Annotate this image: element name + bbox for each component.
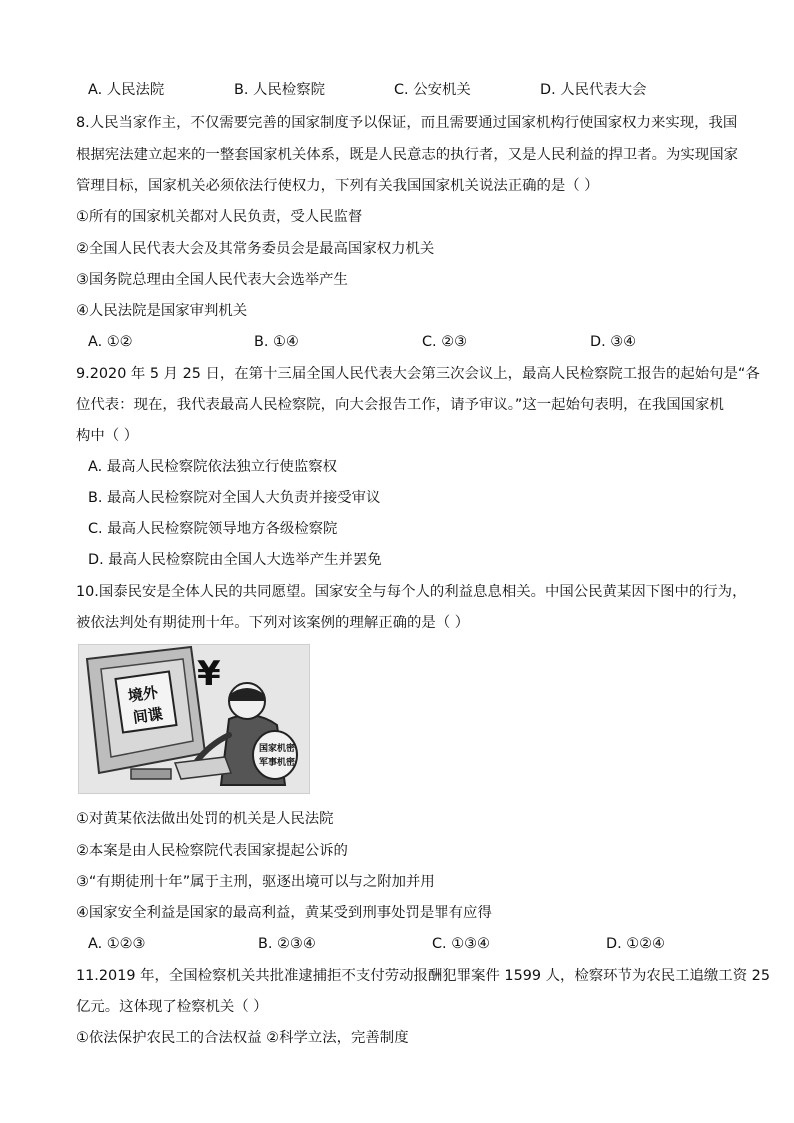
sign-line-2: 间谍 [131, 704, 165, 727]
q8-statement-2: ②全国人民代表大会及其常务委员会是最高国家权力机关 [76, 241, 435, 257]
q7-options [88, 80, 708, 100]
bag-line-2: 军事机密 [259, 758, 296, 768]
q10-stem-line-2: 被依法判处有期徒刑十年。下列对该案例的理解正确的是（ ） [76, 615, 470, 631]
q10-option-d: D. ①②④ [606, 936, 665, 952]
q9-option-d: D. 最高人民检察院由全国人大选举产生并罢免 [88, 552, 382, 568]
q9-option-a: A. 最高人民检察院依法独立行使监察权 [88, 459, 337, 475]
q10-option-c: C. ①③④ [432, 936, 490, 952]
monitor-stand [131, 769, 171, 779]
q10-option-a: A. ①②③ [88, 936, 146, 952]
secrets-bag [253, 731, 297, 779]
q7-option-c: C. 公安机关 [394, 82, 471, 98]
q9-stem-line-3: 构中（ ） [76, 428, 139, 444]
q7-option-a: A. 人民法院 [88, 82, 165, 98]
q8-stem-line-2: 根据宪法建立起来的一整套国家机关体系，既是人民意志的执行者，又是人民利益的捍卫者。为实现国家 [76, 147, 738, 163]
spy-cartoon-illustration [78, 644, 310, 794]
q8-statement-1: ①所有的国家机关都对人民负责，受人民监督 [76, 209, 363, 225]
q8-option-a: A. ①② [88, 334, 133, 350]
q7-option-d: D. 人民代表大会 [540, 82, 647, 98]
bag-line-1: 国家机密 [259, 744, 296, 754]
q8-statement-3: ③国务院总理由全国人民代表大会选举产生 [76, 272, 348, 288]
q8-stem-line-3: 管理目标，国家机关必须依法行使权力，下列有关我国国家机关说法正确的是（ ） [76, 178, 599, 194]
q10-statement-4: ④国家安全利益是国家的最高利益，黄某受到刑事处罚是罪有应得 [76, 905, 492, 921]
q7-option-b: B. 人民检察院 [234, 82, 325, 98]
sign-line-1: 境外 [126, 683, 160, 706]
q10-option-b: B. ②③④ [258, 936, 316, 952]
q10-options [88, 934, 708, 954]
q8-stem-line-1: 8.人民当家作主，不仅需要完善的国家制度予以保证，而且需要通过国家机构行使国家权力来实现，我国 [76, 115, 738, 131]
q11-stem-line-1: 11.2019 年，全国检察机关共批准逮捕拒不支付劳动报酬犯罪案件 1599 人，检察环节为农民工追缴工资 25 [76, 968, 770, 984]
q10-statement-1: ①对黄某依法做出处罚的机关是人民法院 [76, 811, 334, 827]
q11-stem-line-2: 亿元。这体现了检察机关（ ） [76, 999, 268, 1015]
q11-statements: ①依法保护农民工的合法权益 ②科学立法，完善制度 [76, 1030, 409, 1046]
q10-statement-2: ②本案是由人民检察院代表国家提起公诉的 [76, 843, 348, 859]
yen-icon: ¥ [197, 654, 221, 694]
q8-option-d: D. ③④ [590, 334, 637, 350]
spy-cartoon-svg [79, 645, 309, 793]
q9-stem-line-1: 9.2020 年 5 月 25 日，在第十三届全国人民代表大会第三次会议上，最高人民检察院工报告的起始句是“各 [76, 366, 760, 382]
q10-statement-3: ③“有期徒刑十年”属于主刑，驱逐出境可以与之附加并用 [76, 874, 435, 890]
q8-option-b: B. ①④ [254, 334, 299, 350]
q10-stem-line-1: 10.国泰民安是全体人民的共同愿望。国家安全与每个人的利益息息相关。中国公民黄某因下图中的行为， [76, 584, 747, 600]
q8-statement-4: ④人民法院是国家审判机关 [76, 303, 248, 319]
q9-option-c: C. 最高人民检察院领导地方各级检察院 [88, 521, 338, 537]
q9-stem-line-2: 位代表：现在，我代表最高人民检察院，向大会报告工作，请予审议。”这一起始句表明，在我国国家机 [76, 397, 724, 413]
q9-option-b: B. 最高人民检察院对全国人大负责并接受审议 [88, 490, 381, 506]
q8-options [88, 332, 708, 352]
q8-option-c: C. ②③ [422, 334, 467, 350]
